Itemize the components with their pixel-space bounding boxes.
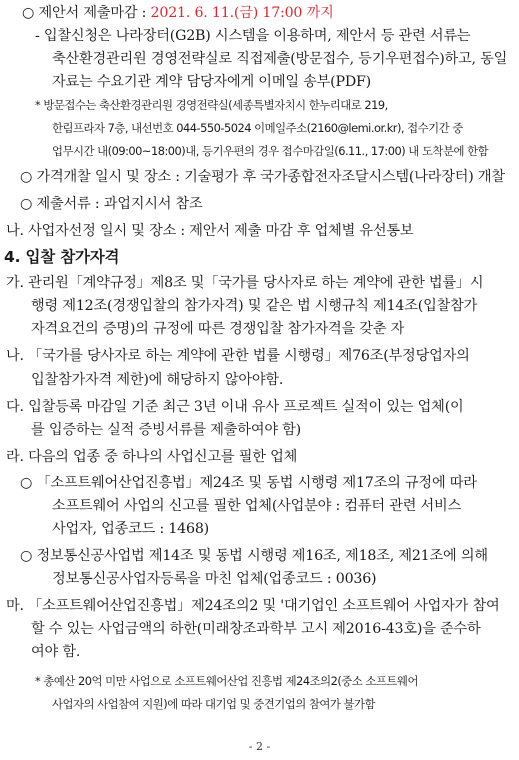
note-line: * 총예산 20억 미만 사업으로 소프트웨어산업 진흥법 제24조의2(중소 소프트웨어 <box>35 674 418 688</box>
note-line: 사업자의 사업참여 지원)에 따라 대기업 및 중견기업의 참여가 불가함 <box>52 697 376 711</box>
deadline-line <box>22 3 334 23</box>
section-heading: 4. 입찰 참가자격 <box>4 248 120 266</box>
text-line: 할 수 있는 사업금액의 하한(미래창조과학부 고시 제2016-43호)을 준수하 <box>31 621 481 637</box>
text-line: - 입찰신청은 나라장터(G2B) 시스템을 이용하며, 제안서 등 관련 서류는 <box>35 28 471 44</box>
note-line: * 방문접수는 축산환경관리원 경영전략실(세종특별자치시 한누리대로 219, <box>35 98 388 112</box>
text-line: 마. 「소프트웨어산업진흥법」제24조의2 및 '대기업인 소프트웨어 사업자가 참여 <box>6 598 500 614</box>
text-line: 를 입증하는 실적 증빙서류를 제출하여야 함) <box>31 422 301 438</box>
text-line: ○ 제출서류 : 과업지시서 참조 <box>20 196 203 212</box>
text-line: 축산환경관리원 경영전략실로 직접제출(방문접수, 등기우편접수)하고, 동일 <box>52 51 508 67</box>
text-line: ○ 가격개찰 일시 및 장소 : 기술평가 후 국가종합전자조달시스템(나라장터) 개찰 <box>20 169 505 185</box>
text-line: 가. 관리원「계약규정」제8조 및「국가를 당사자로 하는 계약에 관한 법률」시 <box>6 275 484 291</box>
text-line: ○ 정보통신공사업법 제14조 및 동법 시행령 제16조, 제18조, 제21조에 의해 <box>20 548 488 564</box>
text-line: 자료는 수요기관 계약 담당자에게 이메일 송부(PDF) <box>52 74 371 90</box>
text-line: 나. 사업자선정 일시 및 장소 : 제안서 제출 마감 후 업체별 유선통보 <box>6 223 414 239</box>
text-line: 소프트웨어 사업의 신고를 필한 업체(사업분야 : 컴퓨터 관련 서비스 <box>52 498 462 514</box>
text-line: 여야 함. <box>31 644 81 660</box>
text-line: 다. 입찰등록 마감일 기준 최근 3년 이내 유사 프로젝트 실적이 있는 업체(이 <box>6 399 464 415</box>
deadline-label: ○ 제안서 제출마감 : <box>22 5 151 21</box>
text-line: 행령 제12조(경쟁입찰의 참가자격) 및 같은 법 시행규칙 제14조(입찰참가 <box>31 298 478 314</box>
text-line: 라. 다음의 업종 중 하나의 사업신고를 필한 업체 <box>6 449 298 465</box>
text-line: 나. 「국가를 당사자로 하는 계약에 관한 법률 시행령」제76조(부정당업자의 <box>6 348 470 364</box>
note-line: 업무시간 내(09:00~18:00)내, 등기우편의 경우 접수마감일(6.11., 17:00) 내 도착분에 한함 <box>52 144 489 158</box>
deadline-date: 2021. 6. 11.(금) 17:00 까지 <box>150 5 334 21</box>
text-line: 입찰참가자격 제한)에 해당하지 않아야함. <box>31 372 284 388</box>
text-line: ○ 「소프트웨어산업진흥법」제24조 및 동법 시행령 제17조의 규정에 따라 <box>20 475 477 491</box>
text-line: 자격요건의 증명)의 규정에 따른 경쟁입찰 참가자격을 갖춘 자 <box>31 321 405 337</box>
page-number: - 2 - <box>248 740 271 753</box>
note-line: 한림프라자 7층, 내선번호 044-550-5024 이메일주소(2160@lemi.or.kr), 접수기간 중 <box>52 121 463 135</box>
text-line: 사업자, 업종코드 : 1468) <box>52 521 209 537</box>
text-line: 정보통신공사업자등록을 마친 업체(업종코드 : 0036) <box>52 571 377 587</box>
